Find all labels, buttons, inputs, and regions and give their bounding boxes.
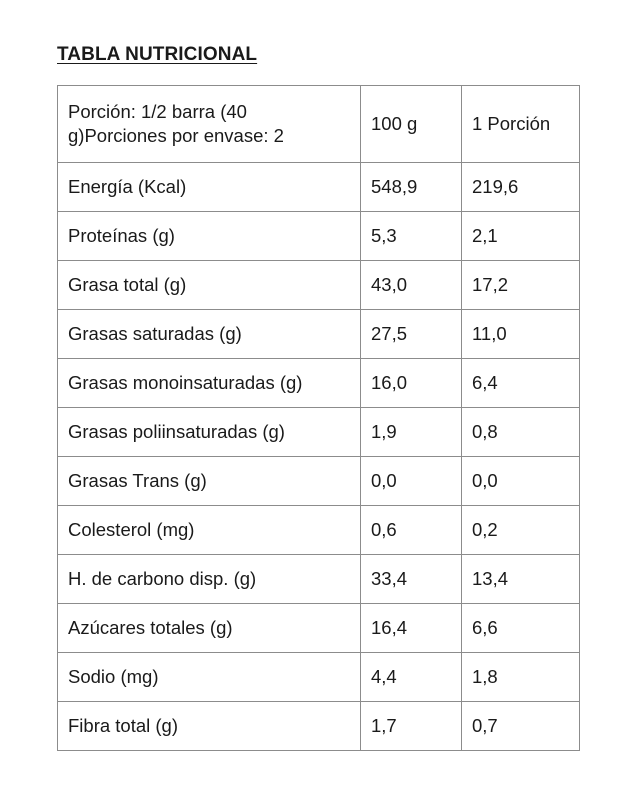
portion-header-cell: Porción: 1/2 barra (40 g)Porciones por envase: 2 bbox=[58, 86, 361, 163]
per-portion-value: 17,2 bbox=[462, 261, 580, 310]
table-row bbox=[58, 408, 580, 457]
per-100g-header-cell: 100 g bbox=[361, 86, 462, 163]
per-portion-value: 13,4 bbox=[462, 555, 580, 604]
nutrient-label: Grasas monoinsaturadas (g) bbox=[58, 359, 361, 408]
table-row bbox=[58, 163, 580, 212]
table-row bbox=[58, 702, 580, 751]
per-100g-value: 1,7 bbox=[361, 702, 462, 751]
page-title: TABLA NUTRICIONAL bbox=[57, 44, 258, 65]
per-100g-value: 27,5 bbox=[361, 310, 462, 359]
per-portion-value: 11,0 bbox=[462, 310, 580, 359]
per-portion-value: 0,8 bbox=[462, 408, 580, 457]
per-portion-value: 0,0 bbox=[462, 457, 580, 506]
nutrient-label: Grasa total (g) bbox=[58, 261, 361, 310]
per-100g-value: 43,0 bbox=[361, 261, 462, 310]
per-100g-value: 16,0 bbox=[361, 359, 462, 408]
per-100g-value: 548,9 bbox=[361, 163, 462, 212]
per-portion-value: 219,6 bbox=[462, 163, 580, 212]
nutrient-label: Energía (Kcal) bbox=[58, 163, 361, 212]
nutrient-label: Proteínas (g) bbox=[58, 212, 361, 261]
table-row bbox=[58, 604, 580, 653]
nutrient-label: Azúcares totales (g) bbox=[58, 604, 361, 653]
per-100g-value: 0,6 bbox=[361, 506, 462, 555]
table-row bbox=[58, 506, 580, 555]
table-row bbox=[58, 359, 580, 408]
per-portion-value: 0,7 bbox=[462, 702, 580, 751]
per-portion-value: 1,8 bbox=[462, 653, 580, 702]
per-100g-value: 4,4 bbox=[361, 653, 462, 702]
table-row bbox=[58, 555, 580, 604]
nutrient-label: Colesterol (mg) bbox=[58, 506, 361, 555]
table-row bbox=[58, 457, 580, 506]
nutrient-label: Sodio (mg) bbox=[58, 653, 361, 702]
table-row bbox=[58, 653, 580, 702]
table-row bbox=[58, 310, 580, 359]
per-portion-value: 6,6 bbox=[462, 604, 580, 653]
per-100g-value: 16,4 bbox=[361, 604, 462, 653]
per-100g-value: 0,0 bbox=[361, 457, 462, 506]
table-header-row bbox=[58, 86, 580, 163]
per-portion-value: 2,1 bbox=[462, 212, 580, 261]
nutrient-label: Grasas Trans (g) bbox=[58, 457, 361, 506]
per-portion-header-cell: 1 Porción bbox=[462, 86, 580, 163]
table-row bbox=[58, 261, 580, 310]
per-portion-value: 0,2 bbox=[462, 506, 580, 555]
nutrient-label: Fibra total (g) bbox=[58, 702, 361, 751]
per-portion-value: 6,4 bbox=[462, 359, 580, 408]
nutrient-label: H. de carbono disp. (g) bbox=[58, 555, 361, 604]
table-row bbox=[58, 212, 580, 261]
per-100g-value: 5,3 bbox=[361, 212, 462, 261]
per-100g-value: 1,9 bbox=[361, 408, 462, 457]
nutrient-label: Grasas poliinsaturadas (g) bbox=[58, 408, 361, 457]
per-100g-value: 33,4 bbox=[361, 555, 462, 604]
nutrient-label: Grasas saturadas (g) bbox=[58, 310, 361, 359]
nutrition-table bbox=[57, 85, 580, 751]
